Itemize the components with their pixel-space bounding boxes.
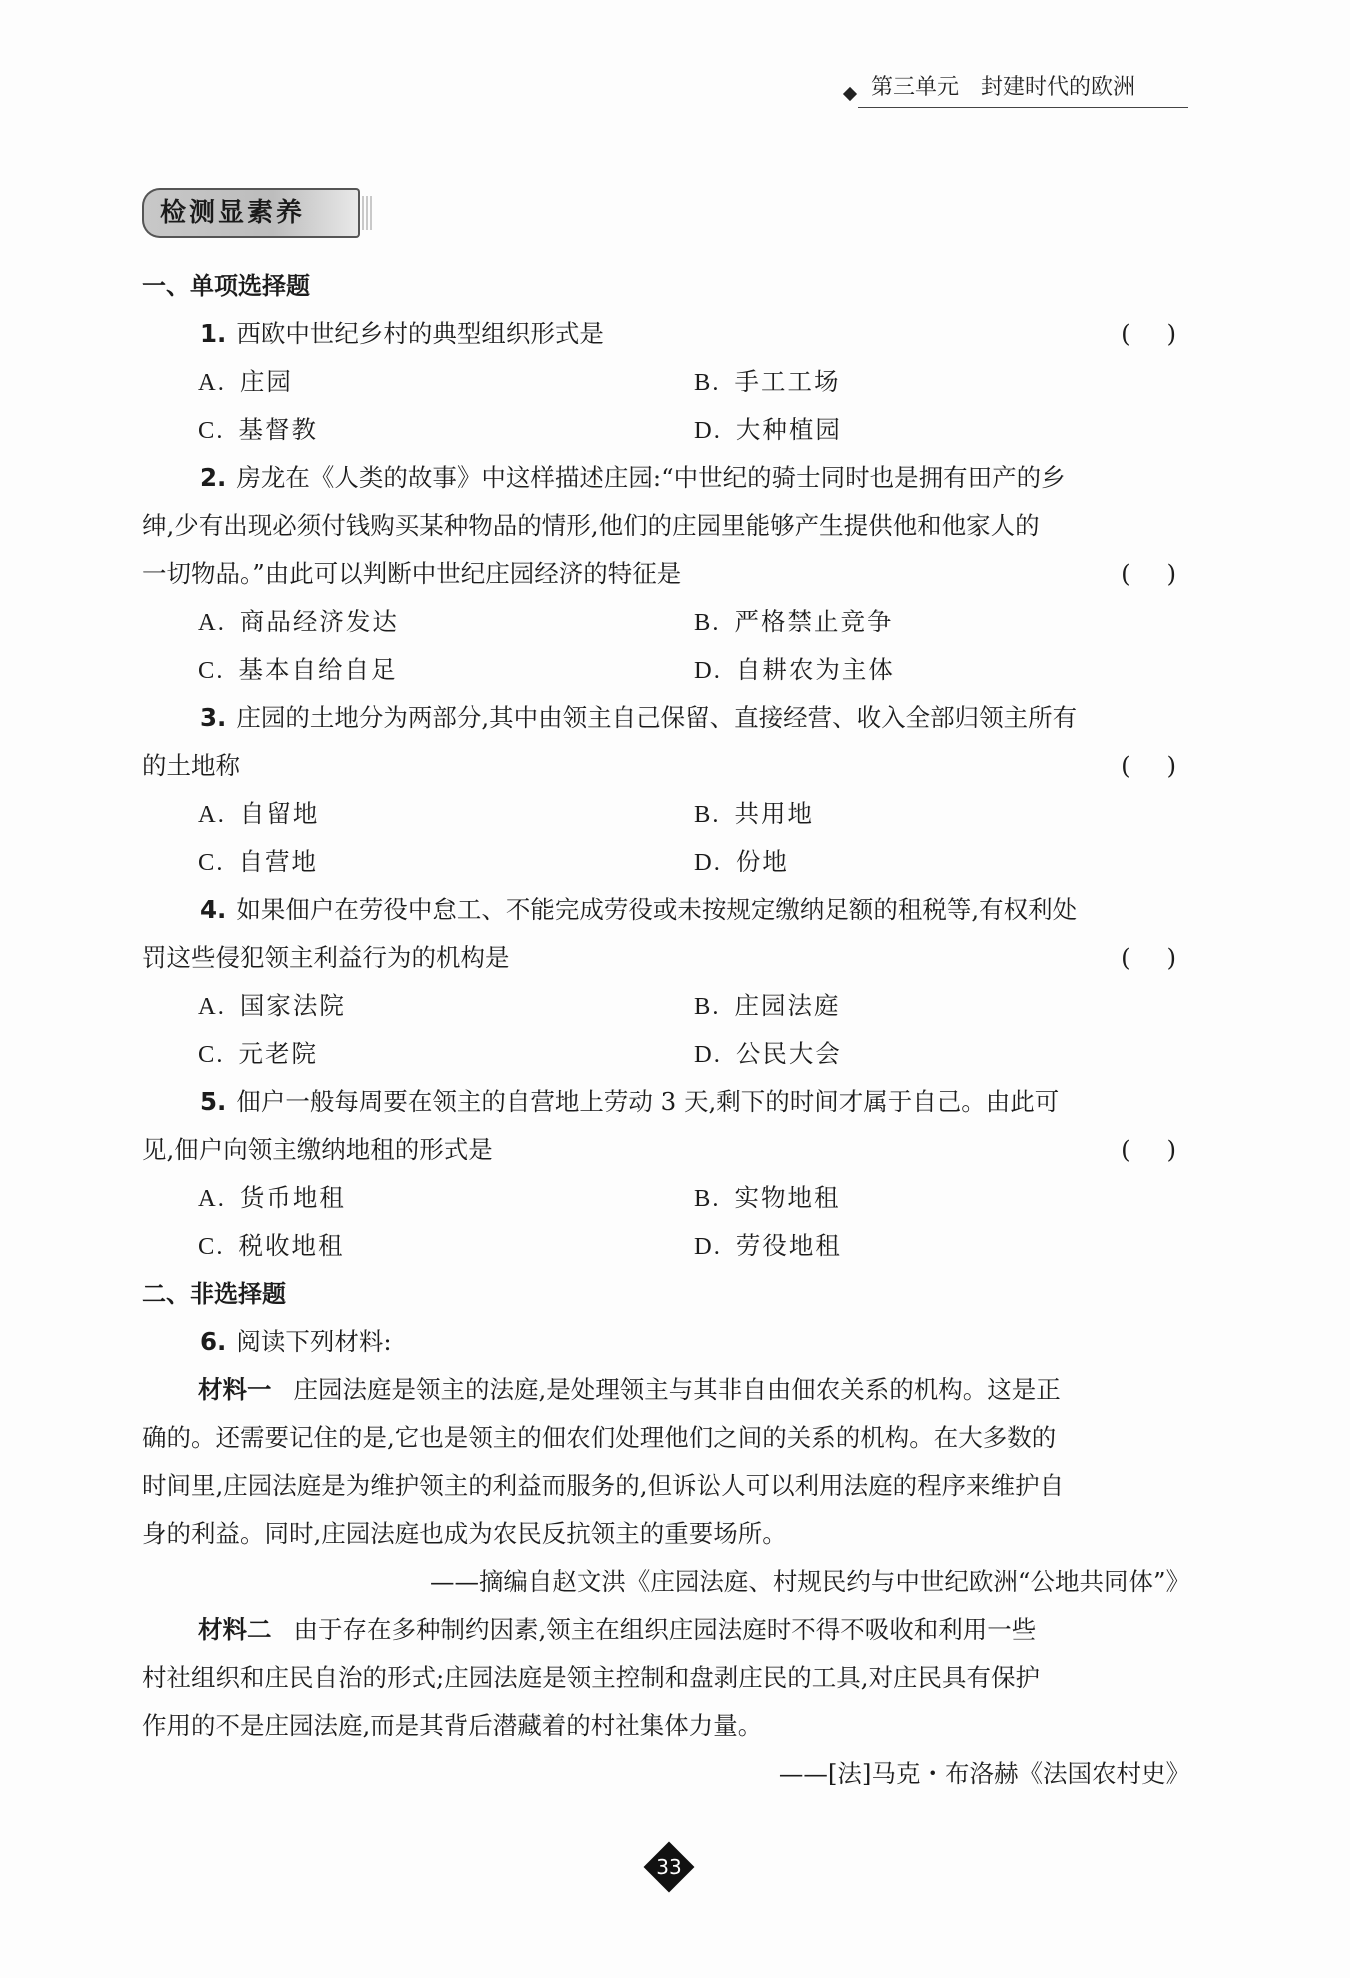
option-text: 共用地 bbox=[734, 799, 814, 828]
option-row bbox=[142, 982, 1190, 1030]
option-text: 手工工场 bbox=[734, 367, 841, 396]
question-line bbox=[142, 886, 1190, 934]
option-b[interactable] bbox=[694, 1174, 1190, 1222]
option-text: 公民大会 bbox=[735, 1039, 842, 1068]
option-text: 自留地 bbox=[239, 799, 320, 828]
question-text: 绅,少有出现必须付钱购买某种物品的情形,他们的庄园里能够产生提供他和他家人的 bbox=[142, 511, 1040, 540]
option-letter: C. bbox=[198, 417, 225, 444]
question-number: 5. bbox=[200, 1087, 227, 1116]
option-letter: A. bbox=[198, 993, 226, 1020]
option-c[interactable] bbox=[198, 646, 694, 694]
option-letter: C. bbox=[198, 1041, 225, 1068]
material-2-source: ——[法]马克・布洛赫《法国农村史》 bbox=[778, 1759, 1190, 1788]
question-text: 房龙在《人类的故事》中这样描述庄园:“中世纪的骑士同时也是拥有田产的乡 bbox=[236, 463, 1066, 492]
question-text: 一切物品。”由此可以判断中世纪庄园经济的特征是 bbox=[142, 559, 682, 588]
material-text: 时间里,庄园法庭是为维护领主的利益而服务的,但诉讼人可以利用法庭的程序来维护自 bbox=[142, 1471, 1065, 1500]
material-1-source: ——摘编自赵文洪《庄园法庭、村规民约与中世纪欧洲“公地共同体”》 bbox=[429, 1567, 1190, 1596]
option-a[interactable] bbox=[198, 358, 694, 406]
answer-blank[interactable]: ( ) bbox=[1121, 751, 1190, 780]
option-letter: D. bbox=[694, 417, 722, 444]
page-number-badge bbox=[645, 1843, 693, 1891]
question-line bbox=[142, 502, 1190, 550]
question-line bbox=[142, 1078, 1190, 1126]
question-line bbox=[142, 934, 1190, 982]
option-text: 庄园法庭 bbox=[734, 991, 841, 1020]
question-text: 西欧中世纪乡村的典型组织形式是 bbox=[236, 319, 604, 348]
option-a[interactable] bbox=[198, 598, 694, 646]
page-number: 33 bbox=[656, 1855, 682, 1879]
option-text: 货币地租 bbox=[239, 1183, 346, 1212]
option-letter: D. bbox=[694, 1041, 722, 1068]
question-line bbox=[142, 550, 1190, 598]
material-2 bbox=[142, 1606, 1190, 1798]
option-row bbox=[142, 358, 1190, 406]
option-text: 劳役地租 bbox=[735, 1231, 842, 1260]
option-text: 基督教 bbox=[238, 415, 318, 444]
question-line bbox=[142, 742, 1190, 790]
option-text: 庄园 bbox=[239, 367, 293, 396]
option-letter: B. bbox=[694, 609, 721, 636]
material-2-text bbox=[142, 1606, 1190, 1750]
material-text: 确的。还需要记住的是,它也是领主的佃农们处理他们之间的关系的机构。在大多数的 bbox=[142, 1423, 1057, 1452]
question-number: 1. bbox=[200, 319, 227, 348]
question-text: 罚这些侵犯领主利益行为的机构是 bbox=[142, 943, 510, 972]
option-letter: D. bbox=[694, 657, 722, 684]
material-line bbox=[142, 1510, 1190, 1558]
section-banner: 检测显素养 bbox=[142, 188, 360, 238]
option-a[interactable] bbox=[198, 790, 694, 838]
answer-blank[interactable]: ( ) bbox=[1121, 943, 1190, 972]
material-text: 村社组织和庄民自治的形式;庄园法庭是领主控制和盘剥庄民的工具,对庄民具有保护 bbox=[142, 1663, 1041, 1692]
question-text: 庄园的土地分为两部分,其中由领主自己保留、直接经营、收入全部归领主所有 bbox=[236, 703, 1078, 732]
question-number: 3. bbox=[200, 703, 227, 732]
option-d[interactable] bbox=[694, 646, 1190, 694]
material-line bbox=[142, 1462, 1190, 1510]
option-a[interactable] bbox=[198, 1174, 694, 1222]
option-d[interactable] bbox=[694, 1030, 1190, 1078]
option-text: 商品经济发达 bbox=[239, 607, 399, 636]
option-letter: A. bbox=[198, 369, 226, 396]
material-1 bbox=[142, 1366, 1190, 1606]
option-b[interactable] bbox=[694, 982, 1190, 1030]
option-text: 份地 bbox=[735, 847, 789, 876]
question-text: 的土地称 bbox=[142, 751, 240, 780]
option-text: 基本自给自足 bbox=[238, 655, 398, 684]
question-text: 佃户一般每周要在领主的自营地上劳动 3 天,剩下的时间才属于自己。由此可 bbox=[236, 1087, 1060, 1116]
option-c[interactable] bbox=[198, 406, 694, 454]
question-line bbox=[142, 310, 1190, 358]
header-title: 封建时代的欧洲 bbox=[981, 75, 1136, 100]
material-text: 身的利益。同时,庄园法庭也成为农民反抗领主的重要场所。 bbox=[142, 1519, 787, 1548]
option-letter: A. bbox=[198, 609, 226, 636]
option-text: 元老院 bbox=[238, 1039, 318, 1068]
material-text: 由于存在多种制约因素,领主在组织庄园法庭时不得不吸收和利用一些 bbox=[293, 1615, 1037, 1644]
option-row bbox=[142, 838, 1190, 886]
option-letter: D. bbox=[694, 849, 722, 876]
option-row bbox=[142, 1222, 1190, 1270]
option-b[interactable] bbox=[694, 598, 1190, 646]
option-c[interactable] bbox=[198, 1222, 694, 1270]
option-text: 税收地租 bbox=[238, 1231, 345, 1260]
question-list bbox=[142, 310, 1190, 1270]
option-d[interactable] bbox=[694, 406, 1190, 454]
option-text: 严格禁止竞争 bbox=[734, 607, 894, 636]
answer-blank[interactable]: ( ) bbox=[1121, 1135, 1190, 1164]
option-text: 国家法院 bbox=[239, 991, 346, 1020]
question-text: 阅读下列材料: bbox=[236, 1327, 392, 1356]
option-row bbox=[142, 1174, 1190, 1222]
question-3 bbox=[142, 694, 1190, 886]
option-text: 自营地 bbox=[238, 847, 318, 876]
option-text: 大种植园 bbox=[735, 415, 842, 444]
option-letter: B. bbox=[694, 801, 721, 828]
option-letter: B. bbox=[694, 1185, 721, 1212]
header-unit: 第三单元 bbox=[871, 75, 960, 100]
option-letter: A. bbox=[198, 1185, 226, 1212]
material-line bbox=[142, 1366, 1190, 1414]
question-4 bbox=[142, 886, 1190, 1078]
option-row bbox=[142, 646, 1190, 694]
question-number: 6. bbox=[200, 1327, 227, 1356]
answer-blank[interactable]: ( ) bbox=[1121, 559, 1190, 588]
diamond-icon bbox=[843, 86, 857, 100]
question-2 bbox=[142, 454, 1190, 694]
material-line bbox=[142, 1702, 1190, 1750]
question-text: 见,佃户向领主缴纳地租的形式是 bbox=[142, 1135, 493, 1164]
part1-heading: 一、单项选择题 bbox=[142, 272, 310, 300]
option-row bbox=[142, 1030, 1190, 1078]
answer-blank[interactable]: ( ) bbox=[1121, 319, 1190, 348]
material-label: 材料一 bbox=[198, 1375, 272, 1404]
question-text: 如果佃户在劳役中怠工、不能完成劳役或未按规定缴纳足额的租税等,有权利处 bbox=[236, 895, 1078, 924]
question-line bbox=[142, 454, 1190, 502]
option-letter: D. bbox=[694, 1233, 722, 1260]
option-a[interactable] bbox=[198, 982, 694, 1030]
option-letter: C. bbox=[198, 849, 225, 876]
question-5 bbox=[142, 1078, 1190, 1270]
option-row bbox=[142, 790, 1190, 838]
material-line bbox=[142, 1414, 1190, 1462]
material-1-text bbox=[142, 1366, 1190, 1558]
option-letter: A. bbox=[198, 801, 226, 828]
option-b[interactable] bbox=[694, 790, 1190, 838]
option-c[interactable] bbox=[198, 1030, 694, 1078]
option-d[interactable] bbox=[694, 1222, 1190, 1270]
question-1 bbox=[142, 310, 1190, 454]
option-letter: B. bbox=[694, 993, 721, 1020]
question-number: 2. bbox=[200, 463, 227, 492]
question-number: 4. bbox=[200, 895, 227, 924]
header-rule bbox=[858, 107, 1188, 108]
option-row bbox=[142, 598, 1190, 646]
option-letter: B. bbox=[694, 369, 721, 396]
content bbox=[142, 262, 1190, 1798]
option-text: 自耕农为主体 bbox=[735, 655, 895, 684]
material-line bbox=[142, 1606, 1190, 1654]
running-header bbox=[845, 70, 1135, 101]
option-text: 实物地租 bbox=[734, 1183, 841, 1212]
material-line bbox=[142, 1654, 1190, 1702]
question-line bbox=[142, 1126, 1190, 1174]
option-b[interactable] bbox=[694, 358, 1190, 406]
option-d[interactable] bbox=[694, 838, 1190, 886]
material-text: 作用的不是庄园法庭,而是其背后潜藏着的村社集体力量。 bbox=[142, 1711, 763, 1740]
question-line bbox=[142, 694, 1190, 742]
part2-heading: 二、非选择题 bbox=[142, 1280, 286, 1308]
option-letter: C. bbox=[198, 1233, 225, 1260]
option-row bbox=[142, 406, 1190, 454]
material-text: 庄园法庭是领主的法庭,是处理领主与其非自由佃农关系的机构。这是正 bbox=[293, 1375, 1061, 1404]
question-6 bbox=[142, 1318, 1190, 1366]
material-label: 材料二 bbox=[198, 1615, 272, 1644]
option-c[interactable] bbox=[198, 838, 694, 886]
option-letter: C. bbox=[198, 657, 225, 684]
